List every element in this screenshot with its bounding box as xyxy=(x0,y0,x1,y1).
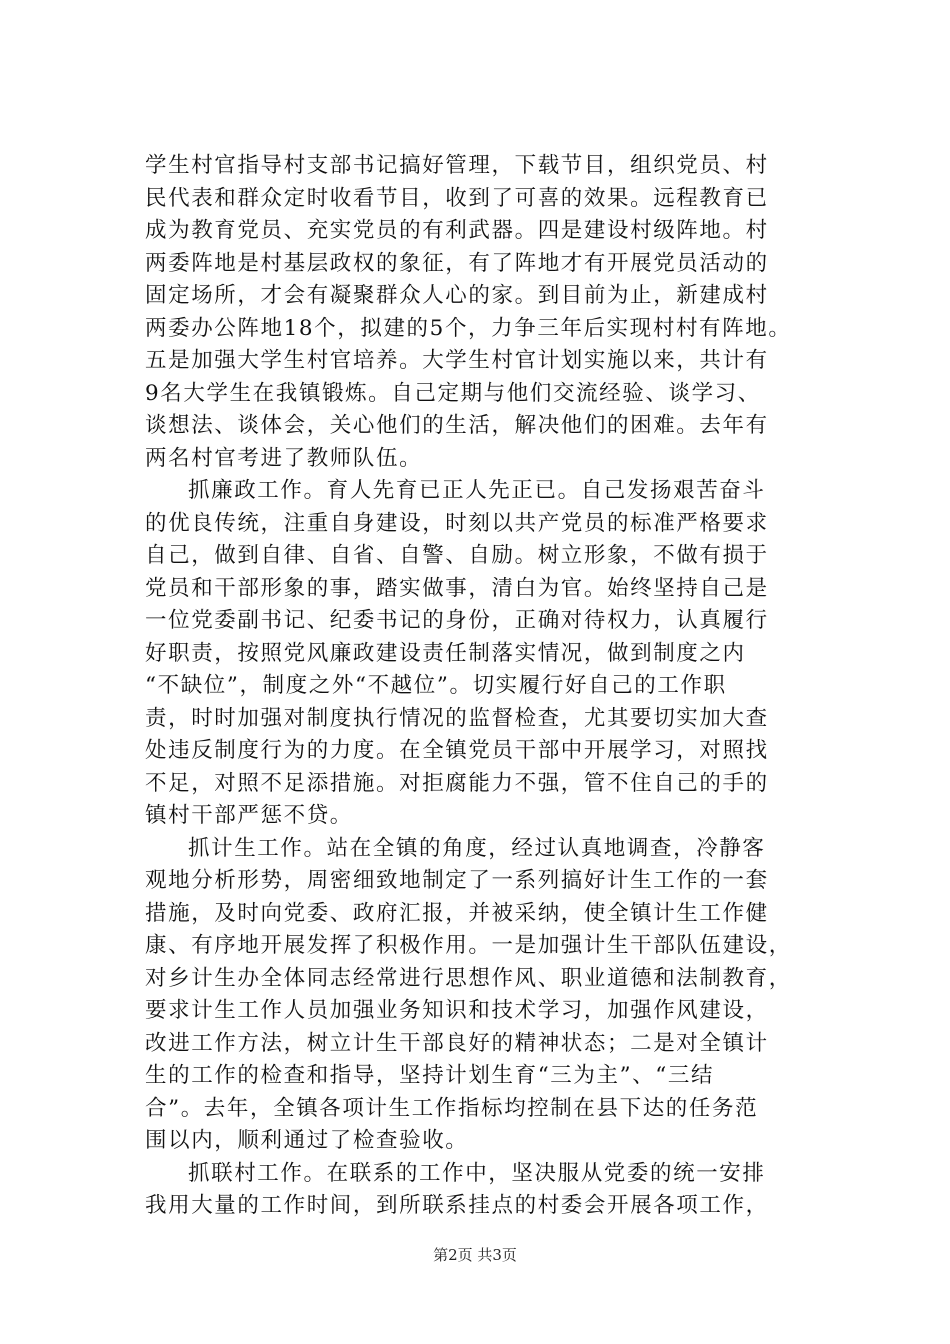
text-line: “不缺位”，制度之外“不越位”。切实履行好自己的工作职 xyxy=(145,673,727,698)
text-line: 合”。去年，全镇各项计生工作指标均控制在县下达的任务范 xyxy=(145,1095,759,1121)
text-line: 改进工作方法，树立计生干部良好的精神状态；二是对全镇计 xyxy=(145,1030,769,1056)
text-line: 的优良传统，注重自身建设，时刻以共产党员的标准严格要求 xyxy=(145,510,769,536)
text-line: 好职责，按照党风廉政建设责任制落实情况，做到制度之内 xyxy=(145,640,746,666)
text-line: 9名大学生在我镇锻炼。自己定期与他们交流经验、谈学习、 xyxy=(145,380,761,406)
text-line: 镇村干部严惩不贷。 xyxy=(145,803,353,828)
text-line: 不足，对照不足添措施。对拒腐能力不强，管不住自己的手的 xyxy=(145,770,769,796)
text-line: 五是加强大学生村官培养。大学生村官计划实施以来，共计有 xyxy=(145,348,769,373)
text-line: 对乡计生办全体同志经常进行思想作风、职业道德和法制教育， xyxy=(145,965,792,991)
text-line: 围以内，顺利通过了检查验收。 xyxy=(145,1128,469,1153)
text-line: 观地分析形势，周密细致地制定了一系列搞好计生工作的一套 xyxy=(145,868,769,893)
text-line: 抓廉政工作。育人先育已正人先正已。自己发扬艰苦奋斗 xyxy=(188,478,766,503)
text-line: 学生村官指导村支部书记搞好管理，下载节目，组织党员、村 xyxy=(145,153,769,178)
text-line: 成为教育党员、充实党员的有利武器。四是建设村级阵地。村 xyxy=(145,218,769,243)
text-line: 康、有序地开展发挥了积极作用。一是加强计生干部队伍建设， xyxy=(145,933,792,958)
text-line: 抓联村工作。在联系的工作中，坚决服从党委的统一安排 xyxy=(188,1160,766,1186)
text-line: 固定场所，才会有凝聚群众人心的家。到目前为止，新建成村 xyxy=(145,283,769,308)
text-line: 处违反制度行为的力度。在全镇党员干部中开展学习，对照找 xyxy=(145,738,769,763)
text-line: 要求计生工作人员加强业务知识和技术学习，加强作风建设， xyxy=(145,998,769,1023)
text-line: 两名村官考进了教师队伍。 xyxy=(145,445,423,471)
text-line: 一位党委副书记、纪委书记的身份，正确对待权力，认真履行 xyxy=(145,608,769,633)
text-line: 措施，及时向党委、政府汇报，并被采纳，使全镇计生工作健 xyxy=(145,900,769,926)
text-line: 两委办公阵地18个，拟建的5个，力争三年后实现村村有阵地。 xyxy=(145,315,792,341)
text-line: 两委阵地是村基层政权的象征，有了阵地才有开展党员活动的 xyxy=(145,250,769,276)
body-text xyxy=(145,150,815,1223)
text-line: 我用大量的工作时间，到所联系挂点的村委会开展各项工作， xyxy=(145,1193,769,1218)
text-line: 自己，做到自律、自省、自警、自励。树立形象，不做有损于 xyxy=(145,543,769,568)
text-line: 抓计生工作。站在全镇的角度，经过认真地调查，冷静客 xyxy=(188,835,766,861)
text-line: 民代表和群众定时收看节目，收到了可喜的效果。远程教育已 xyxy=(145,185,769,211)
text-line: 责，时时加强对制度执行情况的监督检查，尤其要切实加大查 xyxy=(145,705,769,731)
page-footer: 第2页 共3页 xyxy=(433,1246,517,1264)
text-line: 谈想法、谈体会，关心他们的生活，解决他们的困难。去年有 xyxy=(145,413,769,438)
text-line: 党员和干部形象的事，踏实做事，清白为官。始终坚持自己是 xyxy=(145,575,769,601)
text-line: 生的工作的检查和指导，坚持计划生育“三为主”、“三结 xyxy=(145,1063,715,1088)
